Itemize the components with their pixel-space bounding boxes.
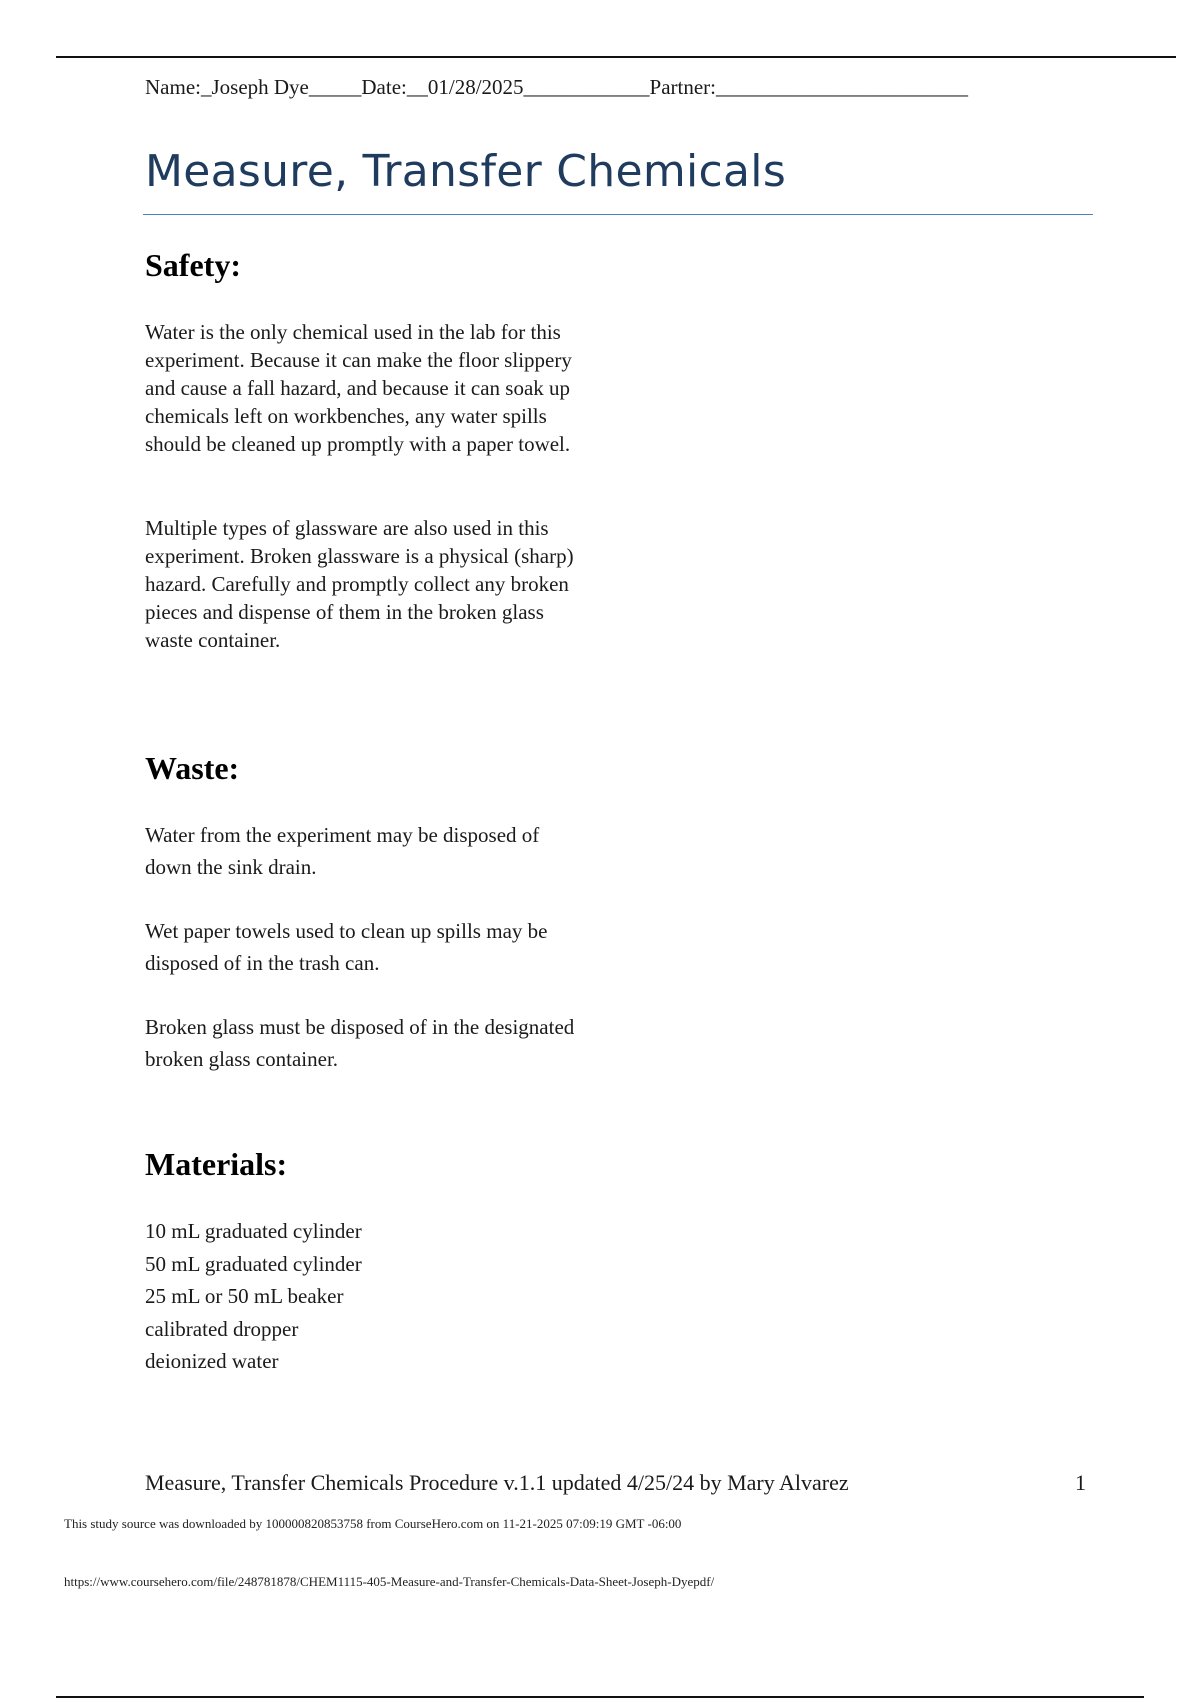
waste-heading: Waste: xyxy=(145,750,240,786)
safety-heading: Safety: xyxy=(145,247,241,283)
materials-heading: Materials: xyxy=(145,1146,288,1182)
page-number: 1 xyxy=(1075,1470,1086,1495)
materials-item: 10 mL graduated cylinder xyxy=(145,1219,362,1243)
waste-paragraph-broken-glass: Broken glass must be disposed of in the designated broken glass container. xyxy=(145,1015,575,1071)
title-underline xyxy=(143,214,1093,215)
top-rule xyxy=(56,56,1176,58)
materials-item: 25 mL or 50 mL beaker xyxy=(145,1284,344,1308)
source-url: https://www.coursehero.com/file/248781878/CHEM1115-405-Measure-and-Transfer-Chemicals-Data-Sheet-Joseph-Dyepdf/ xyxy=(64,1574,715,1589)
document-title: Measure, Transfer Chemicals xyxy=(145,146,787,197)
safety-paragraph-water: Water is the only chemical used in the lab for this experiment. Because it can make the floor slippery and cause a fall hazard, and because it can soak up chemicals left on workbenches, any water spills should be cleaned up promptly with a paper towel. xyxy=(145,320,572,456)
waste-paragraph-water: Water from the experiment may be disposed of down the sink drain. xyxy=(145,823,540,879)
materials-item: 50 mL graduated cylinder xyxy=(145,1251,362,1276)
materials-item: calibrated dropper xyxy=(145,1316,299,1341)
bottom-rule xyxy=(56,1696,1144,1698)
waste-paragraph-paper-towels: Wet paper towels used to clean up spills may be disposed of in the trash can. xyxy=(145,919,548,975)
download-notice: This study source was downloaded by 100000820853758 from CourseHero.com on 11-21-2025 07:09:19 GMT -06:00 xyxy=(64,1516,682,1531)
materials-item: deionized water xyxy=(145,1349,279,1373)
name-date-partner-line: Name:_Joseph Dye_____Date:__01/28/2025____________Partner:________________________ xyxy=(145,75,968,99)
safety-paragraph-glassware: Multiple types of glassware are also used in this experiment. Broken glassware is a physical (sharp) hazard. Carefully and promptly collect any broken pieces and dispense of them in the broken glass waste container. xyxy=(145,516,574,652)
materials-list xyxy=(145,1215,362,1378)
page-footer: Measure, Transfer Chemicals Procedure v.1.1 updated 4/25/24 by Mary Alvarez xyxy=(145,1470,849,1495)
